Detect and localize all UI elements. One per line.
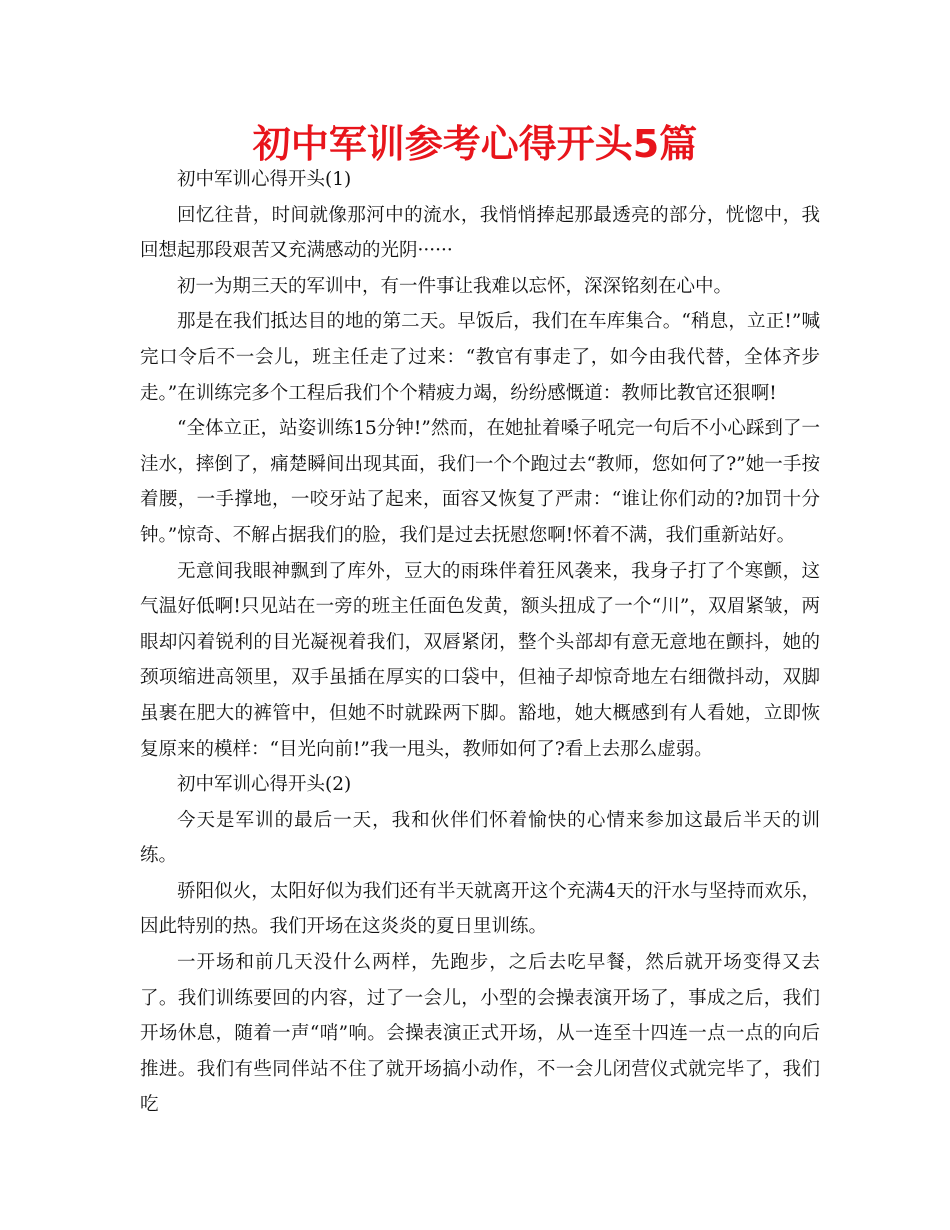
section-heading-2: 初中军训心得开头(2) bbox=[177, 774, 352, 796]
paragraph: 骄阳似火，太阳好似为我们还有半天就离开这个充满4天的汗水与坚持而欢乐，因此特别的热。我们开场在这炎炎的夏日里训练。 bbox=[140, 880, 820, 938]
paragraph: 无意间我眼神飘到了库外，豆大的雨珠伴着狂风袭来，我身子打了个寒颤，这气温好低啊!只见站在一旁的班主任面色发黄，额头扭成了一个“川”，双眉紧皱，两眼却闪着锐利的目光凝视着我们，双唇紧闭，整个头部却有意无意地在颤抖，她的颈项缩进高领里，双手虽插在厚实的口袋中，但袖子却惊奇地左右细微抖动，双脚虽裹在肥大的裤管中，但她不时就跺两下脚。豁地，她大概感到有人看她，立即恢复原来的模样：“目光向前!”我一甩头，教师如何了?看上去那么虚弱。 bbox=[140, 560, 820, 760]
paragraph: 今天是军训的最后一天，我和伙伴们怀着愉快的心情来参加这最后半天的训练。 bbox=[140, 809, 820, 867]
paragraph: 那是在我们抵达目的地的第二天。早饭后，我们在车库集合。“稍息，立正!”喊完口令后不一会儿，班主任走了过来：“教官有事走了，如今由我代替，全体齐步走。”在训练完多个工程后我们个个精疲力竭，纷纷感慨道：教师比教官还狠啊! bbox=[140, 311, 820, 404]
paragraph: 初一为期三天的军训中，有一件事让我难以忘怀，深深铭刻在心中。 bbox=[177, 275, 733, 297]
section-heading-1: 初中军训心得开头(1) bbox=[177, 169, 352, 190]
document-body bbox=[140, 162, 820, 1123]
paragraph: 回忆往昔，时间就像那河中的流水，我悄悄捧起那最透亮的部分，恍惚中，我回想起那段艰苦又充满感动的光阴······ bbox=[140, 204, 820, 262]
paragraph: “全体立正，站姿训练15分钟!”然而，在她扯着嗓子吼完一句后不小心踩到了一洼水，摔倒了，痛楚瞬间出现其面，我们一个个跑过去“教师，您如何了?”她一手按着腰，一手撑地，一咬牙站了起来，面容又恢复了严肃：“谁让你们动的?加罚十分钟。”惊奇、不解占据我们的脸，我们是过去抚慰您啊!怀着不满，我们重新站好。 bbox=[140, 418, 820, 546]
document-title: 初中军训参考心得开头5篇 bbox=[252, 122, 698, 166]
paragraph: 一开场和前几天没什么两样，先跑步，之后去吃早餐，然后就开场变得又去了。我们训练要回的内容，过了一会儿，小型的会操表演开场了，事成之后，我们开场休息，随着一声“哨”响。会操表演正式开场，从一连至十四连一点一点的向后推进。我们有些同伴站不住了就开场搞小动作，不一会儿闭营仪式就完毕了，我们吃 bbox=[140, 952, 820, 1116]
